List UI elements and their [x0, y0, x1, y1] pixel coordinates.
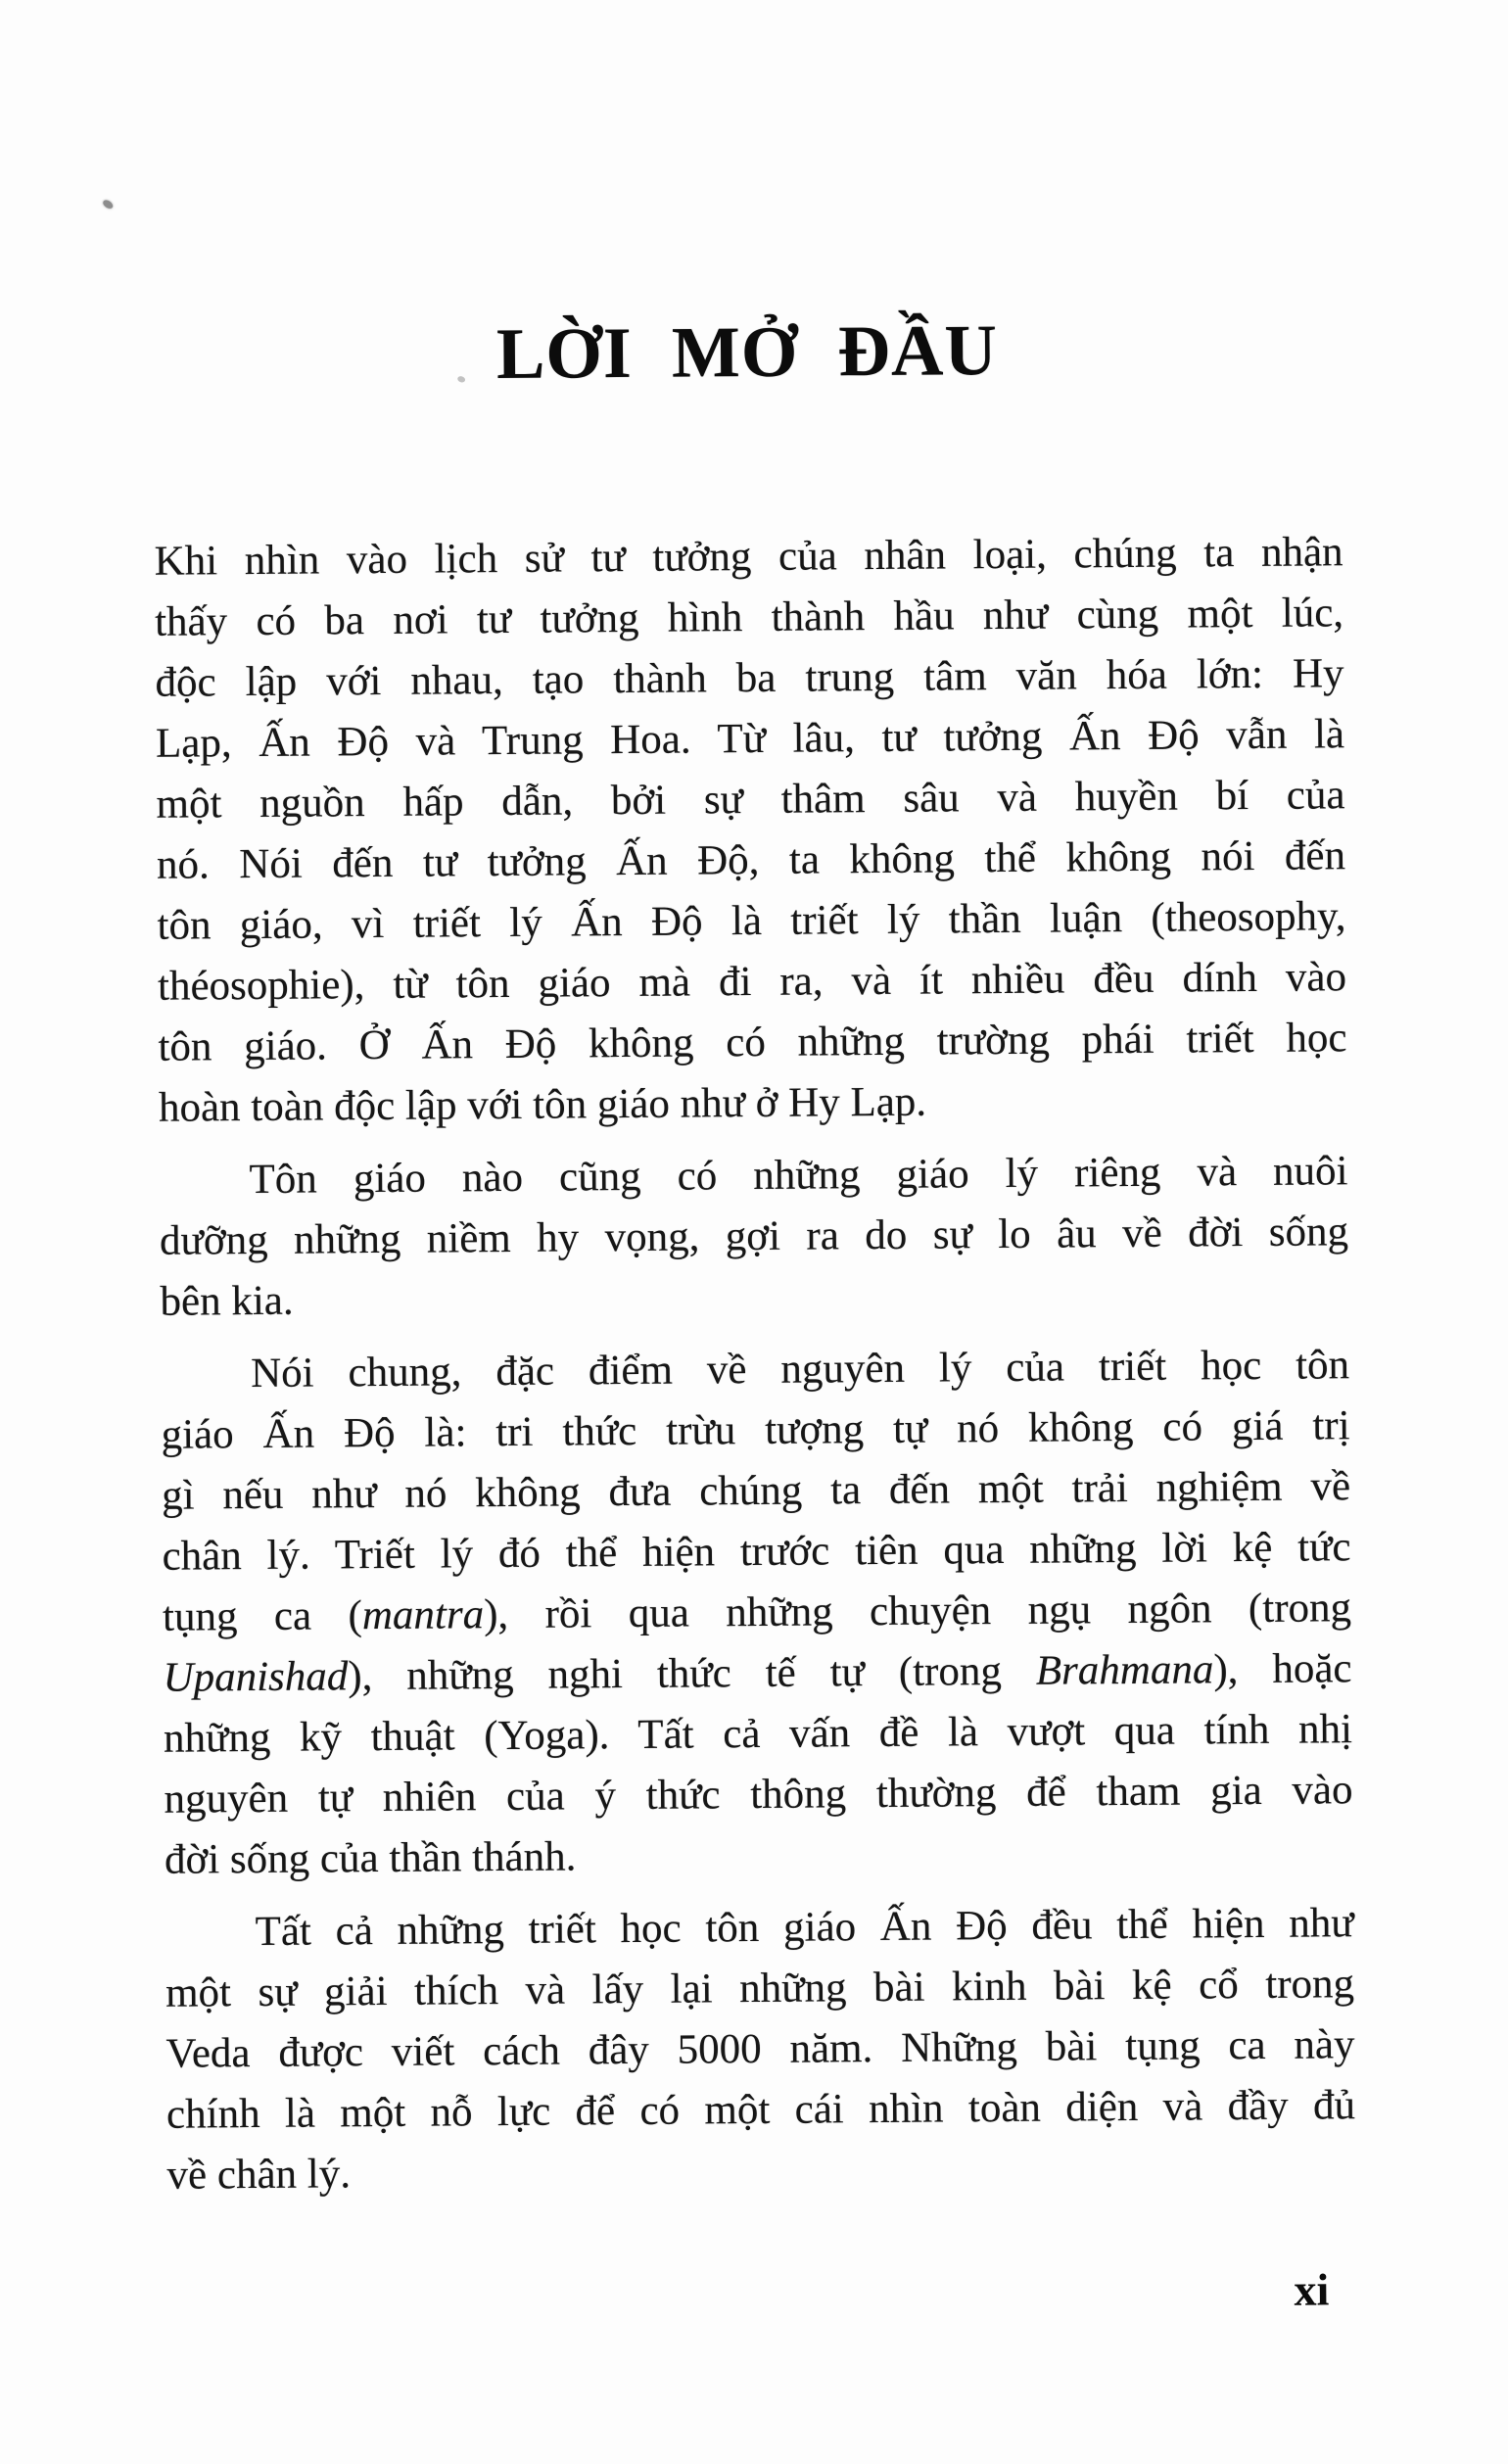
text-line — [164, 1760, 1352, 1830]
text-line — [160, 1202, 1348, 1272]
text-segment: ), hoặc — [1213, 1645, 1352, 1693]
text-line — [163, 1638, 1351, 1709]
text-line — [161, 1396, 1349, 1466]
italic-term: Brahmana — [1035, 1646, 1214, 1694]
text-segment: hoàn toàn độc lập với tôn giáo như ở Hy Lạp. — [158, 1078, 927, 1131]
text-segment: tôn giáo. Ở Ấn Độ không có những trường phái triết học — [158, 1015, 1347, 1070]
text-segment: Lạp, Ấn Độ và Trung Hoa. Từ lâu, tư tưởng Ấn Độ vẫn là — [155, 711, 1345, 767]
text-line — [166, 2075, 1355, 2146]
text-line — [162, 1517, 1350, 1587]
text-segment: Veda được viết cách đây 5000 năm. Những bài tụng ca này — [165, 2021, 1355, 2077]
text-segment: Tất cả những triết học tôn giáo Ấn Độ đều thể hiện như — [255, 1900, 1354, 1956]
page-number: xi — [1294, 2264, 1330, 2315]
text-segment: ), những nghi thức tế tự (trong — [348, 1647, 1036, 1700]
text-segment: Khi nhìn vào lịch sử tư tưởng của nhân loại, chúng ta nhận — [154, 529, 1343, 585]
text-segment: đời sống của thần thánh. — [164, 1833, 577, 1883]
text-line — [159, 1068, 1347, 1139]
text-line — [160, 1262, 1348, 1333]
paragraph — [159, 1141, 1348, 1333]
text-segment: Nói chung, đặc điểm về nguyên lý của triết học tôn — [250, 1342, 1350, 1398]
text-line — [154, 522, 1343, 592]
text-segment: chân lý. Triết lý đó thể hiện trước tiên qua những lời kệ tức — [162, 1524, 1351, 1580]
text-line — [156, 765, 1344, 835]
paragraph — [165, 1893, 1355, 2206]
italic-term: Upanishad — [163, 1653, 349, 1701]
text-segment: một sự giải thích và lấy lại những bài kinh bài kệ cổ trong — [165, 1961, 1355, 2016]
text-segment: giáo Ấn Độ là: tri thức trừu tượng tự nó không có giá trị — [161, 1402, 1350, 1458]
body-text — [154, 522, 1355, 2205]
text-segment: nó. Nói đến tư tưởng Ấn Độ, ta không thể không nói đến — [156, 832, 1346, 888]
chapter-title: LỜI MỞ ĐẦU — [495, 310, 999, 396]
text-segment: về chân lý. — [166, 2151, 352, 2199]
text-segment: dưỡng những niềm hy vọng, gợi ra do sự lo âu về đời sống — [159, 1208, 1349, 1264]
text-segment: gì nếu như nó không đưa chúng ta đến một trải nghiệm về — [161, 1463, 1351, 1519]
text-segment: một nguồn hấp dẫn, bởi sự thâm sâu và huyền bí của — [156, 772, 1345, 828]
text-line — [165, 1893, 1353, 1964]
text-segment: théosophie), từ tôn giáo mà đi ra, và ít nhiều đều dính vào — [157, 954, 1347, 1010]
text-line — [155, 643, 1343, 714]
text-segment: ), rồi qua những chuyện ngụ ngôn (trong — [483, 1585, 1352, 1638]
text-segment: nguyên tự nhiên của ý thức thông thường để tham gia vào — [164, 1767, 1353, 1823]
text-line — [162, 1456, 1350, 1527]
text-line — [158, 1008, 1346, 1078]
text-line — [165, 1954, 1354, 2024]
text-segment: độc lập với nhau, tạo thành ba trung tâm văn hóa lớn: Hy — [155, 650, 1344, 706]
text-segment: những kỹ thuật (Yoga). Tất cả vấn đề là vượt qua tính nhị — [163, 1706, 1353, 1762]
scan-speck — [102, 199, 115, 211]
text-line — [156, 704, 1344, 775]
text-segment: tụng ca ( — [162, 1592, 363, 1640]
text-line — [158, 947, 1346, 1018]
paragraph — [161, 1335, 1353, 1891]
text-segment: chính là một nỗ lực để có một cái nhìn toàn diện và đầy đủ — [165, 2082, 1356, 2138]
text-line — [163, 1578, 1351, 1648]
text-line — [155, 583, 1343, 653]
text-line — [157, 826, 1345, 896]
text-line — [164, 1699, 1352, 1770]
text-line — [157, 886, 1345, 957]
text-line — [165, 2014, 1354, 2085]
text-line — [159, 1141, 1347, 1211]
text-segment: Tôn giáo nào cũng có những giáo lý riêng và nuôi — [249, 1148, 1348, 1204]
text-segment: bên kia. — [160, 1277, 294, 1325]
text-segment: tôn giáo, vì triết lý Ấn Độ là triết lý thần luận (theosophy, — [157, 893, 1346, 949]
paragraph — [154, 522, 1347, 1139]
text-line — [166, 2136, 1355, 2206]
text-segment: thấy có ba nơi tư tưởng hình thành hầu như cùng một lúc, — [154, 590, 1344, 645]
text-line — [161, 1335, 1349, 1405]
text-line — [165, 1821, 1353, 1891]
italic-term: mantra — [361, 1591, 485, 1639]
